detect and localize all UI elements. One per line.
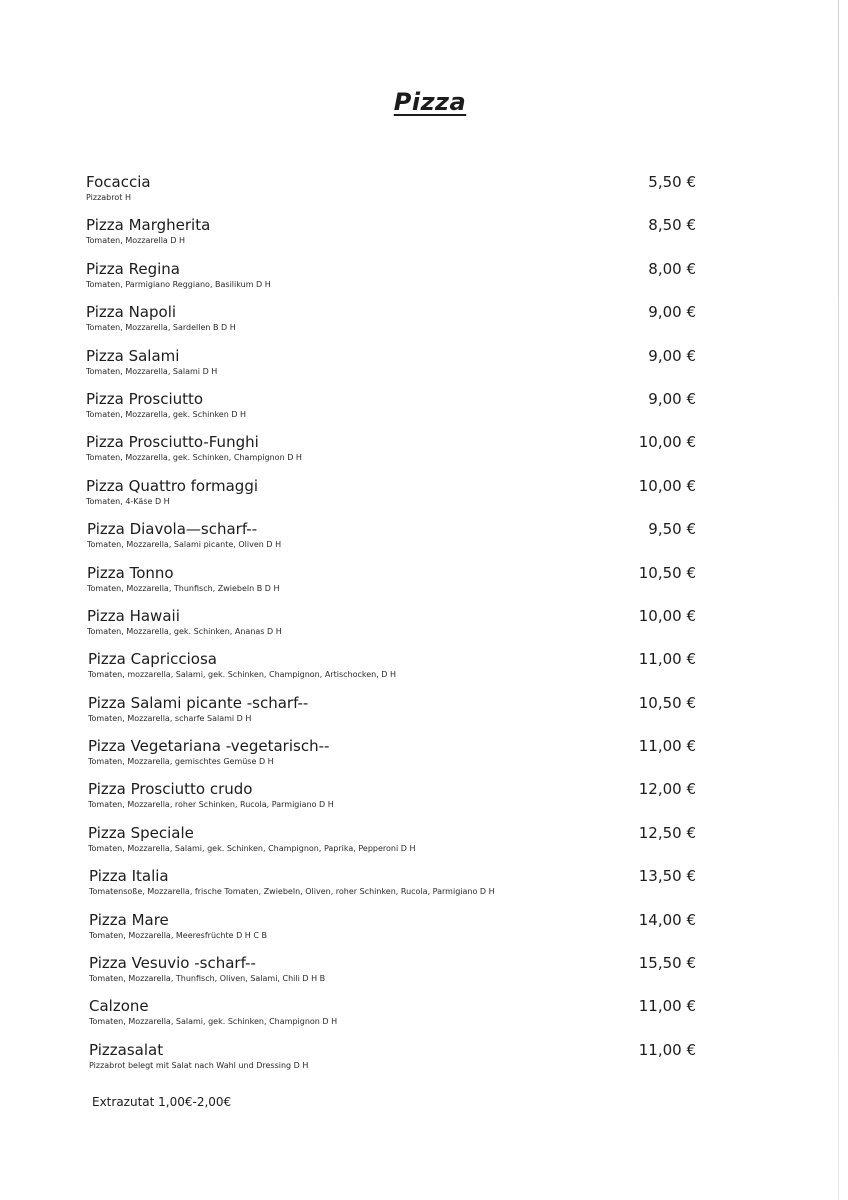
menu-item-name: Focaccia (86, 173, 151, 191)
menu-item-name: Pizza Regina (86, 259, 180, 278)
menu-item-description: Tomaten, Mozzarella, gemischtes Gemüse D H (88, 757, 274, 767)
menu-item (86, 172, 726, 215)
menu-item-name: Pizza Mare (89, 910, 169, 929)
menu-item-price: 9,50 € (648, 520, 696, 539)
menu-item-price: 12,50 € (638, 823, 696, 842)
menu-item-price: 10,00 € (638, 606, 696, 625)
menu-item-description: Tomaten, Mozzarella D H (86, 236, 186, 246)
menu-item-description: Tomaten, Mozzarella, Meeresfrüchte D H C B (89, 930, 267, 940)
menu-item-price: 12,00 € (638, 780, 696, 799)
menu-item-description: Tomaten, Mozzarella, roher Schinken, Rucola, Parmigiano D H (88, 800, 334, 810)
menu-item-name: Pizza Prosciutto-Funghi (86, 433, 259, 452)
menu-item-name: Pizza Salami picante -scharf-- (88, 693, 309, 712)
menu-item (86, 389, 726, 432)
menu-item-price: 15,50 € (638, 954, 696, 973)
menu-item-price: 9,00 € (648, 389, 696, 408)
menu-item-description: Tomatensoße, Mozzarella, frische Tomaten, Zwiebeln, Oliven, roher Schinken, Rucola, Parmigiano D H (89, 887, 495, 897)
menu-item-description: Tomaten, 4-Käse D H (86, 496, 170, 506)
menu-item-name: Pizza Italia (89, 867, 169, 886)
menu-item-name: Pizza Speciale (88, 823, 194, 842)
menu-item (88, 779, 726, 822)
menu-item-description: Tomaten, Mozzarella, Salami picante, Oliven D H (87, 540, 282, 550)
menu-item (87, 519, 726, 562)
extra-topping-note: Extrazutat 1,00€-2,00€ (92, 1095, 232, 1109)
menu-item-name: Pizza Diavola—scharf-- (87, 520, 258, 539)
menu-item-description: Tomaten, Mozzarella, Thunfisch, Oliven, Salami, Chili D H B (89, 974, 326, 984)
menu-item-description: Tomaten, Parmigiano Reggiano, Basilikum D H (86, 279, 271, 289)
menu-item-description: Tomaten, Mozzarella, gek. Schinken, Ananas D H (87, 626, 282, 636)
menu-item-price: 10,00 € (638, 476, 696, 495)
menu-item-description: Tomaten, Mozzarella, gek. Schinken D H (86, 409, 247, 419)
menu-item (86, 476, 726, 519)
menu-item-name: Pizza Vegetariana -vegetarisch-- (88, 737, 330, 756)
menu-item-name: Pizzasalat (89, 1040, 164, 1059)
menu-item-name: Pizza Margherita (86, 216, 211, 235)
menu-item-price: 9,00 € (648, 303, 696, 322)
page-title: Pizza (393, 88, 467, 116)
menu-item-description: Tomaten, Mozzarella, Sardellen B D H (86, 323, 236, 333)
menu-item (88, 823, 726, 866)
menu-item (89, 910, 726, 953)
menu-item-price: 13,50 € (638, 867, 696, 886)
menu-item-name: Calzone (89, 997, 149, 1016)
menu-item-price: 10,50 € (638, 693, 696, 712)
menu-item-description: Tomaten, Mozzarella, Salami, gek. Schinken, Champignon D H (89, 1017, 338, 1027)
menu-item-price: 14,00 € (638, 910, 696, 929)
menu-item-name: Pizza Prosciutto crudo (88, 780, 253, 799)
menu-item (88, 693, 726, 736)
menu-item-price: 11,00 € (638, 997, 696, 1016)
menu-item-description: Tomaten, mozzarella, Salami, gek. Schinken, Champignon, Artischocken, D H (88, 670, 397, 680)
menu-list (86, 172, 726, 1083)
menu-item (89, 996, 726, 1039)
menu-item-name: Pizza Napoli (86, 303, 177, 322)
menu-item-price: 11,00 € (638, 737, 696, 756)
menu-item-description: Tomaten, Mozzarella, Salami, gek. Schinken, Champignon, Paprika, Pepperoni D H (88, 843, 416, 853)
menu-item (89, 1040, 726, 1083)
menu-item (88, 649, 726, 692)
menu-item-price: 10,00 € (638, 433, 696, 452)
menu-item-description: Pizzabrot belegt mit Salat nach Wahl und Dressing D H (89, 1060, 309, 1070)
menu-item (86, 432, 726, 475)
menu-item-description: Tomaten, Mozzarella, gek. Schinken, Champignon D H (86, 453, 302, 463)
menu-item (86, 259, 726, 302)
page-edge-line (838, 0, 839, 1200)
menu-item-price: 8,00 € (648, 259, 696, 278)
menu-item-description: Pizzabrot H (86, 193, 131, 202)
menu-item-name: Pizza Hawaii (87, 606, 180, 625)
menu-item (89, 953, 726, 996)
menu-item (87, 563, 726, 606)
menu-item-price: 8,50 € (648, 216, 696, 235)
menu-item-price: 5,50 € (648, 173, 696, 191)
menu-item-name: Pizza Tonno (87, 563, 174, 582)
menu-item (86, 302, 726, 345)
menu-item-price: 11,00 € (638, 650, 696, 669)
menu-item (88, 736, 726, 779)
menu-item (89, 866, 726, 909)
menu-item-name: Pizza Quattro formaggi (86, 476, 259, 495)
menu-item-price: 11,00 € (638, 1040, 696, 1059)
menu-item-name: Pizza Vesuvio -scharf-- (89, 954, 256, 973)
menu-item-price: 10,50 € (638, 563, 696, 582)
menu-item (86, 346, 726, 389)
menu-item-description: Tomaten, Mozzarella, scharfe Salami D H (88, 713, 252, 723)
menu-item-description: Tomaten, Mozzarella, Salami D H (86, 366, 218, 376)
menu-item-price: 9,00 € (648, 346, 696, 365)
menu-item-name: Pizza Capricciosa (88, 650, 217, 669)
menu-item (87, 606, 726, 649)
menu-item-name: Pizza Salami (86, 346, 180, 365)
menu-item-description: Tomaten, Mozzarella, Thunfisch, Zwiebeln B D H (87, 583, 280, 593)
menu-item-name: Pizza Prosciutto (86, 389, 204, 408)
menu-item (86, 215, 726, 258)
